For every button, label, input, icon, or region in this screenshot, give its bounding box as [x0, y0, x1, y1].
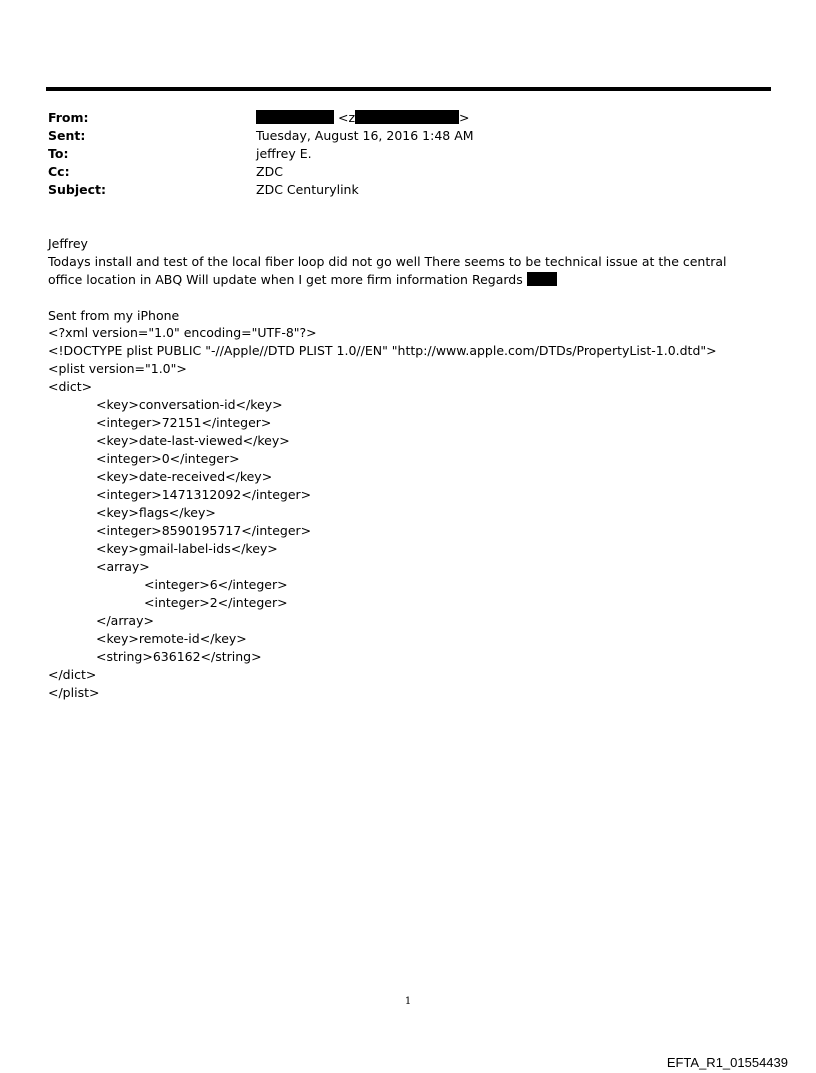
- from-row: [48, 109, 748, 127]
- plist-line: <string>636162</string>: [96, 649, 262, 664]
- redaction-box: [256, 110, 334, 124]
- to-label: To:: [48, 146, 69, 161]
- to-row: [48, 145, 748, 163]
- page-number: 1: [404, 996, 412, 1007]
- plist-line: <integer>72151</integer>: [96, 415, 272, 430]
- sent-value: Tuesday, August 16, 2016 1:48 AM: [256, 128, 474, 143]
- from-value: [256, 109, 470, 127]
- plist-line: <integer>2</integer>: [144, 595, 288, 610]
- plist-line: <!DOCTYPE plist PUBLIC "-//Apple//DTD PLIST 1.0//EN" "http://www.apple.com/DTDs/PropertyList-1.0.dtd">: [48, 343, 717, 358]
- plist-line: <key>date-last-viewed</key>: [96, 433, 290, 448]
- redaction-box: [355, 110, 459, 124]
- plist-line: <key>date-received</key>: [96, 469, 273, 484]
- cc-row: [48, 163, 748, 181]
- plist-line: <key>gmail-label-ids</key>: [96, 541, 278, 556]
- subject-label: Subject:: [48, 182, 106, 197]
- from-label: From:: [48, 110, 89, 125]
- from-email-start: <z: [337, 110, 356, 125]
- sent-row: [48, 127, 748, 145]
- plist-line: <integer>0</integer>: [96, 451, 240, 466]
- plist-line: <key>conversation-id</key>: [96, 397, 283, 412]
- plist-line: <dict>: [48, 379, 93, 394]
- plist-line: <integer>1471312092</integer>: [96, 487, 312, 502]
- to-value: jeffrey E.: [256, 146, 312, 161]
- plist-line: </array>: [96, 613, 154, 628]
- redaction-box: [527, 272, 557, 286]
- plist-line: <array>: [96, 559, 150, 574]
- document-id: EFTA_R1_01554439: [666, 1055, 788, 1070]
- plist-block: [48, 324, 768, 702]
- header-rule: [46, 87, 771, 91]
- subject-row: [48, 181, 748, 199]
- plist-line: <integer>6</integer>: [144, 577, 288, 592]
- plist-line: <plist version="1.0">: [48, 361, 187, 376]
- email-body: [48, 235, 748, 325]
- cc-value: ZDC: [256, 164, 283, 179]
- cc-label: Cc:: [48, 164, 70, 179]
- plist-line: <?xml version="1.0" encoding="UTF-8"?>: [48, 325, 317, 340]
- plist-line: <key>remote-id</key>: [96, 631, 247, 646]
- plist-line: <integer>8590195717</integer>: [96, 523, 312, 538]
- message-paragraph: [48, 253, 748, 289]
- plist-line: </dict>: [48, 667, 97, 682]
- plist-line: </plist>: [48, 685, 100, 700]
- signature: Sent from my iPhone: [48, 308, 180, 323]
- sent-label: Sent:: [48, 128, 86, 143]
- greeting: Jeffrey: [48, 236, 88, 251]
- message-text: Todays install and test of the local fiber loop did not go well There seems to be technical issue at the central office location in ABQ Will update when I get more firm information Regards: [48, 254, 727, 287]
- from-email-end: >: [459, 110, 470, 125]
- email-header: [48, 109, 748, 199]
- subject-value: ZDC Centurylink: [256, 182, 359, 197]
- plist-line: <key>flags</key>: [96, 505, 216, 520]
